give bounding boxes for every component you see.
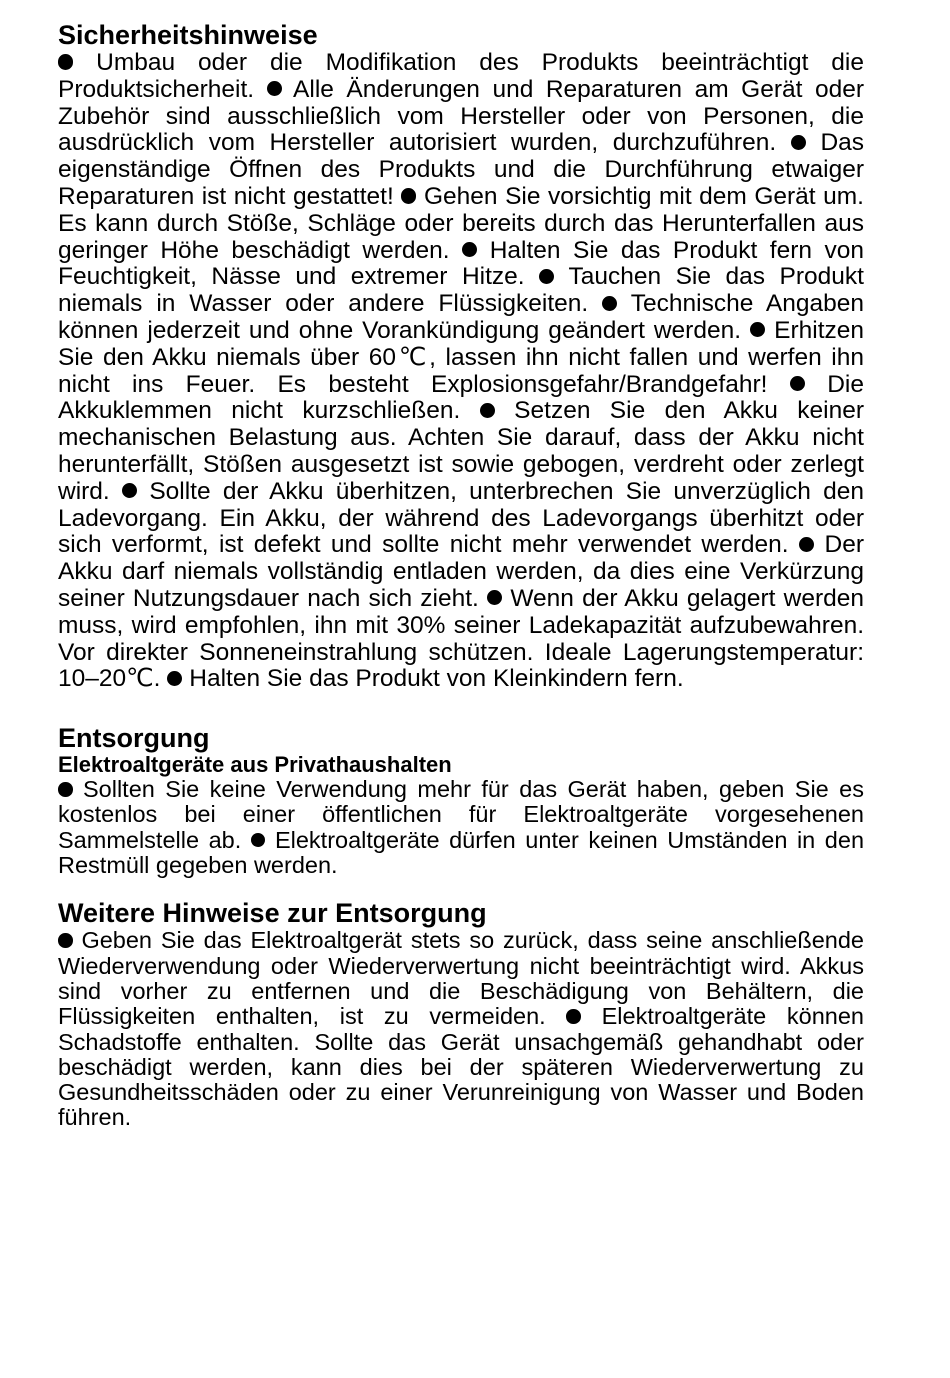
- bullet-text: Tauchen Sie das Produkt niemals in Wasser oder andere Flüssigkeiten.: [58, 263, 864, 318]
- bullet-icon: [539, 269, 554, 284]
- bullet-text: Halten Sie das Produkt von Kleinkindern fern.: [189, 665, 684, 693]
- bullet-text: Elektroaltgeräte dürfen unter keinen Umständen in den Restmüll gegeben werden.: [58, 826, 865, 879]
- disposal-paragraph: [58, 777, 864, 878]
- bullet-icon: [58, 933, 73, 948]
- bullet-text: Wenn der Akku gelagert werden muss, wird empfohlen, ihn mit 30% seiner Ladekapazität aufzubewahren. Vor direkter Sonneneinstrahlung schützen. Ideale Lagerungstemperatur: 10–20℃.: [58, 584, 864, 693]
- bullet-text: Sollte der Akku überhitzen, unterbrechen Sie unverzüglich den Ladevorgang. Ein Akku, der während des Ladevorgangs überhitzt oder sich verformt, ist defekt und sollte nicht mehr verwendet werden.: [58, 477, 864, 559]
- bullet-text: Der Akku darf niemals vollständig entladen werden, da dies eine Verkürzung seiner Nutzungsdauer nach sich zieht.: [58, 531, 865, 612]
- bullet-text: Umbau oder die Modifikation des Produkts beeinträchtigt die Produktsicherheit.: [58, 49, 864, 103]
- bullet-icon: [791, 135, 806, 150]
- bullet-icon: [750, 322, 765, 337]
- bullet-icon: [790, 376, 805, 391]
- bullet-icon: [462, 242, 477, 257]
- bullet-text: Gehen Sie vorsichtig mit dem Gerät um. Es kann durch Stöße, Schläge oder bereits durch das Herunterfallen aus geringer Höhe beschädigt werden.: [58, 182, 864, 264]
- bullet-text: Erhitzen Sie den Akku niemals über 60℃, lassen ihn nicht fallen und werfen ihn nicht ins Feuer. Es besteht Explosionsgefahr/Brandgefahr!: [58, 316, 865, 398]
- bullet-text: Halten Sie das Produkt fern von Feuchtigkeit, Nässe und extremer Hitze.: [58, 236, 864, 291]
- safety-title: Sicherheitshinweise: [58, 20, 318, 50]
- further-title: Weitere Hinweise zur Entsorgung: [58, 898, 487, 929]
- bullet-icon: [799, 537, 814, 552]
- bullet-icon: [167, 671, 182, 686]
- bullet-text: Technische Angaben können jederzeit und ohne Vorankündigung geändert werden.: [58, 290, 865, 344]
- bullet-icon: [480, 403, 495, 418]
- bullet-text: Geben Sie das Elektroaltgerät stets so zurück, dass seine anschließende Wiederverwendung oder Wiederverwertung nicht beeinträchtigt wird. Akkus sind vorher zu entfernen und die Beschädigung von Behältern, die Flüssigkeiten enthalten, ist zu vermeiden.: [58, 927, 865, 1030]
- bullet-icon: [602, 296, 617, 311]
- bullet-icon: [58, 782, 73, 797]
- bullet-text: Elektroaltgeräte können Schadstoffe enthalten. Sollte das Gerät unsachgemäß gehandhabt oder beschädigt werden, kann dies bei der späteren Wiederverwertung zu Gesundheitsschäden oder zu einer Verunreinigung von Wasser und Boden führen.: [58, 1003, 864, 1131]
- bullet-icon: [566, 1009, 581, 1024]
- bullet-text: Die Akkuklemmen nicht kurzschließen.: [58, 370, 864, 425]
- bullet-text: Setzen Sie den Akku keiner mechanischen Belastung aus. Achten Sie darauf, dass der Akku nicht herunterfällt, Stößen ausgesetzt ist sowie gebogen, verdreht oder zerlegt wird.: [58, 397, 864, 505]
- bullet-text: Alle Änderungen und Reparaturen am Gerät oder Zubehör sind ausschließlich vom Hersteller oder von Personen, die ausdrücklich vom Hersteller autorisiert wurden, durchzuführen.: [58, 75, 864, 157]
- disposal-section: [58, 723, 864, 878]
- bullet-icon: [487, 590, 502, 605]
- bullet-icon: [122, 483, 137, 498]
- bullet-icon: [401, 188, 416, 203]
- disposal-title: Entsorgung: [58, 723, 210, 754]
- bullet-text: Sollten Sie keine Verwendung mehr für das Gerät haben, geben Sie es kostenlos bei einer öffentlichen für Elektroaltgeräte vorgesehenen Sammelstelle ab.: [58, 776, 864, 853]
- bullet-icon: [251, 833, 266, 848]
- bullet-icon: [58, 54, 73, 69]
- safety-section: [58, 20, 864, 693]
- bullet-icon: [267, 81, 282, 96]
- further-paragraph: [58, 928, 864, 1130]
- disposal-subtitle: Elektroaltgeräte aus Privathaushalten: [58, 752, 452, 778]
- bullet-text: Das eigenständige Öffnen des Produkts und die Durchführung etwaiger Reparaturen ist nicht gestattet!: [58, 129, 865, 210]
- further-section: [58, 898, 864, 1130]
- safety-paragraph: [58, 50, 864, 693]
